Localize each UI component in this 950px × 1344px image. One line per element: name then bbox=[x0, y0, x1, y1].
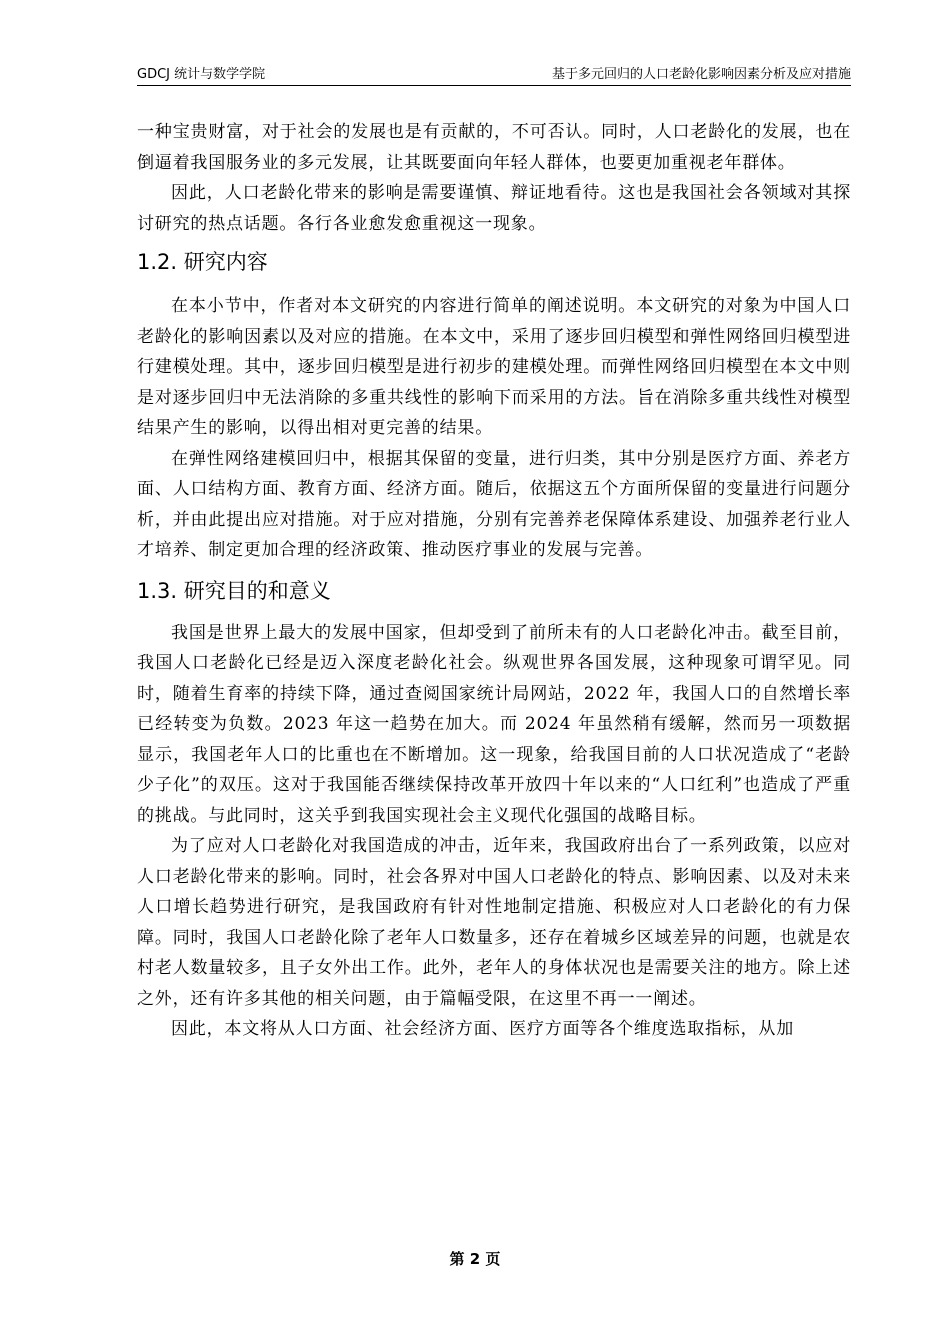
paragraph: 我国是世界上最大的发展中国家，但却受到了前所未有的人口老龄化冲击。截至目前，我国人口老龄化已经是迈入深度老龄化社会。纵观世界各国发展，这种现象可谓罕见。同时，随着生育率的持续下降，通过查阅国家统计局网站，2022 年，我国人口的自然增长率已经转变为负数。2023 年这一趋势在加大。而 2024 年虽然稍有缓解，然而另一项数据显示，我国老年人口的比重也在不断增加。这一现象，给我国目前的人口状况造成了“老龄少子化”的双压。这对于我国能否继续保持改革开放四十年以来的“人口红利”也造成了严重的挑战。与此同时，这关乎到我国实现社会主义现代化强国的战略目标。 bbox=[137, 622, 851, 826]
paragraph: 为了应对人口老龄化对我国造成的冲击，近年来，我国政府出台了一系列政策，以应对人口老龄化带来的影响。同时，社会各界对中国人口老龄化的特点、影响因素、以及对未来人口增长趋势进行研究，是我国政府有针对性地制定措施、积极应对人口老龄化的有力保障。同时，我国人口老龄化除了老年人口数量多，还存在着城乡区域差异的问题，也就是农村老人数量较多，且子女外出工作。此外，老年人的身体状况也是需要关注的地方。除上述之外，还有许多其他的相关问题，由于篇幅受限，在这里不再一一阐述。 bbox=[137, 836, 851, 1009]
paragraph: 因此，本文将从人口方面、社会经济方面、医疗方面等各个维度选取指标，从加 bbox=[171, 1019, 794, 1039]
paragraph: 在本小节中，作者对本文研究的内容进行简单的阐述说明。本文研究的对象为中国人口老龄化的影响因素以及对应的措施。在本文中，采用了逐步回归模型和弹性网络回归模型进行建模处理。其中，逐步回归模型是进行初步的建模处理。而弹性网络回归模型在本文中则是对逐步回归中无法消除的多重共线性的影响下而采用的方法。旨在消除多重共线性对模型结果产生的影响，以得出相对更完善的结果。 bbox=[137, 296, 851, 438]
paragraph: 因此，人口老龄化带来的影响是需要谨慎、辩证地看待。这也是我国社会各领域对其探讨研究的热点话题。各行各业愈发愈重视这一现象。 bbox=[137, 183, 851, 234]
paragraph-continued: 一种宝贵财富，对于社会的发展也是有贡献的，不可否认。同时，人口老龄化的发展，也在倒逼着我国服务业的多元发展，让其既要面向年轻人群体，也要更加重视老年群体。 bbox=[137, 122, 851, 173]
page-body bbox=[137, 117, 851, 1045]
running-header bbox=[137, 66, 851, 86]
section-heading-1-3: 1.3. 研究目的和意义 bbox=[137, 578, 331, 603]
paragraph: 在弹性网络建模回归中，根据其保留的变量，进行归类，其中分别是医疗方面、养老方面、人口结构方面、教育方面、经济方面。随后，依据这五个方面所保留的变量进行问题分析，并由此提出应对措施。对于应对措施，分别有完善养老保障体系建设、加强养老行业人才培养、制定更加合理的经济政策、推动医疗事业的发展与完善。 bbox=[137, 448, 851, 560]
page-number: 第 2 页 bbox=[449, 1250, 501, 1268]
header-institution: GDCJ 统计与数学学院 bbox=[137, 67, 266, 82]
section-heading-1-2: 1.2. 研究内容 bbox=[137, 250, 268, 274]
header-paper-title: 基于多元回归的人口老龄化影响因素分析及应对措施 bbox=[551, 67, 851, 82]
